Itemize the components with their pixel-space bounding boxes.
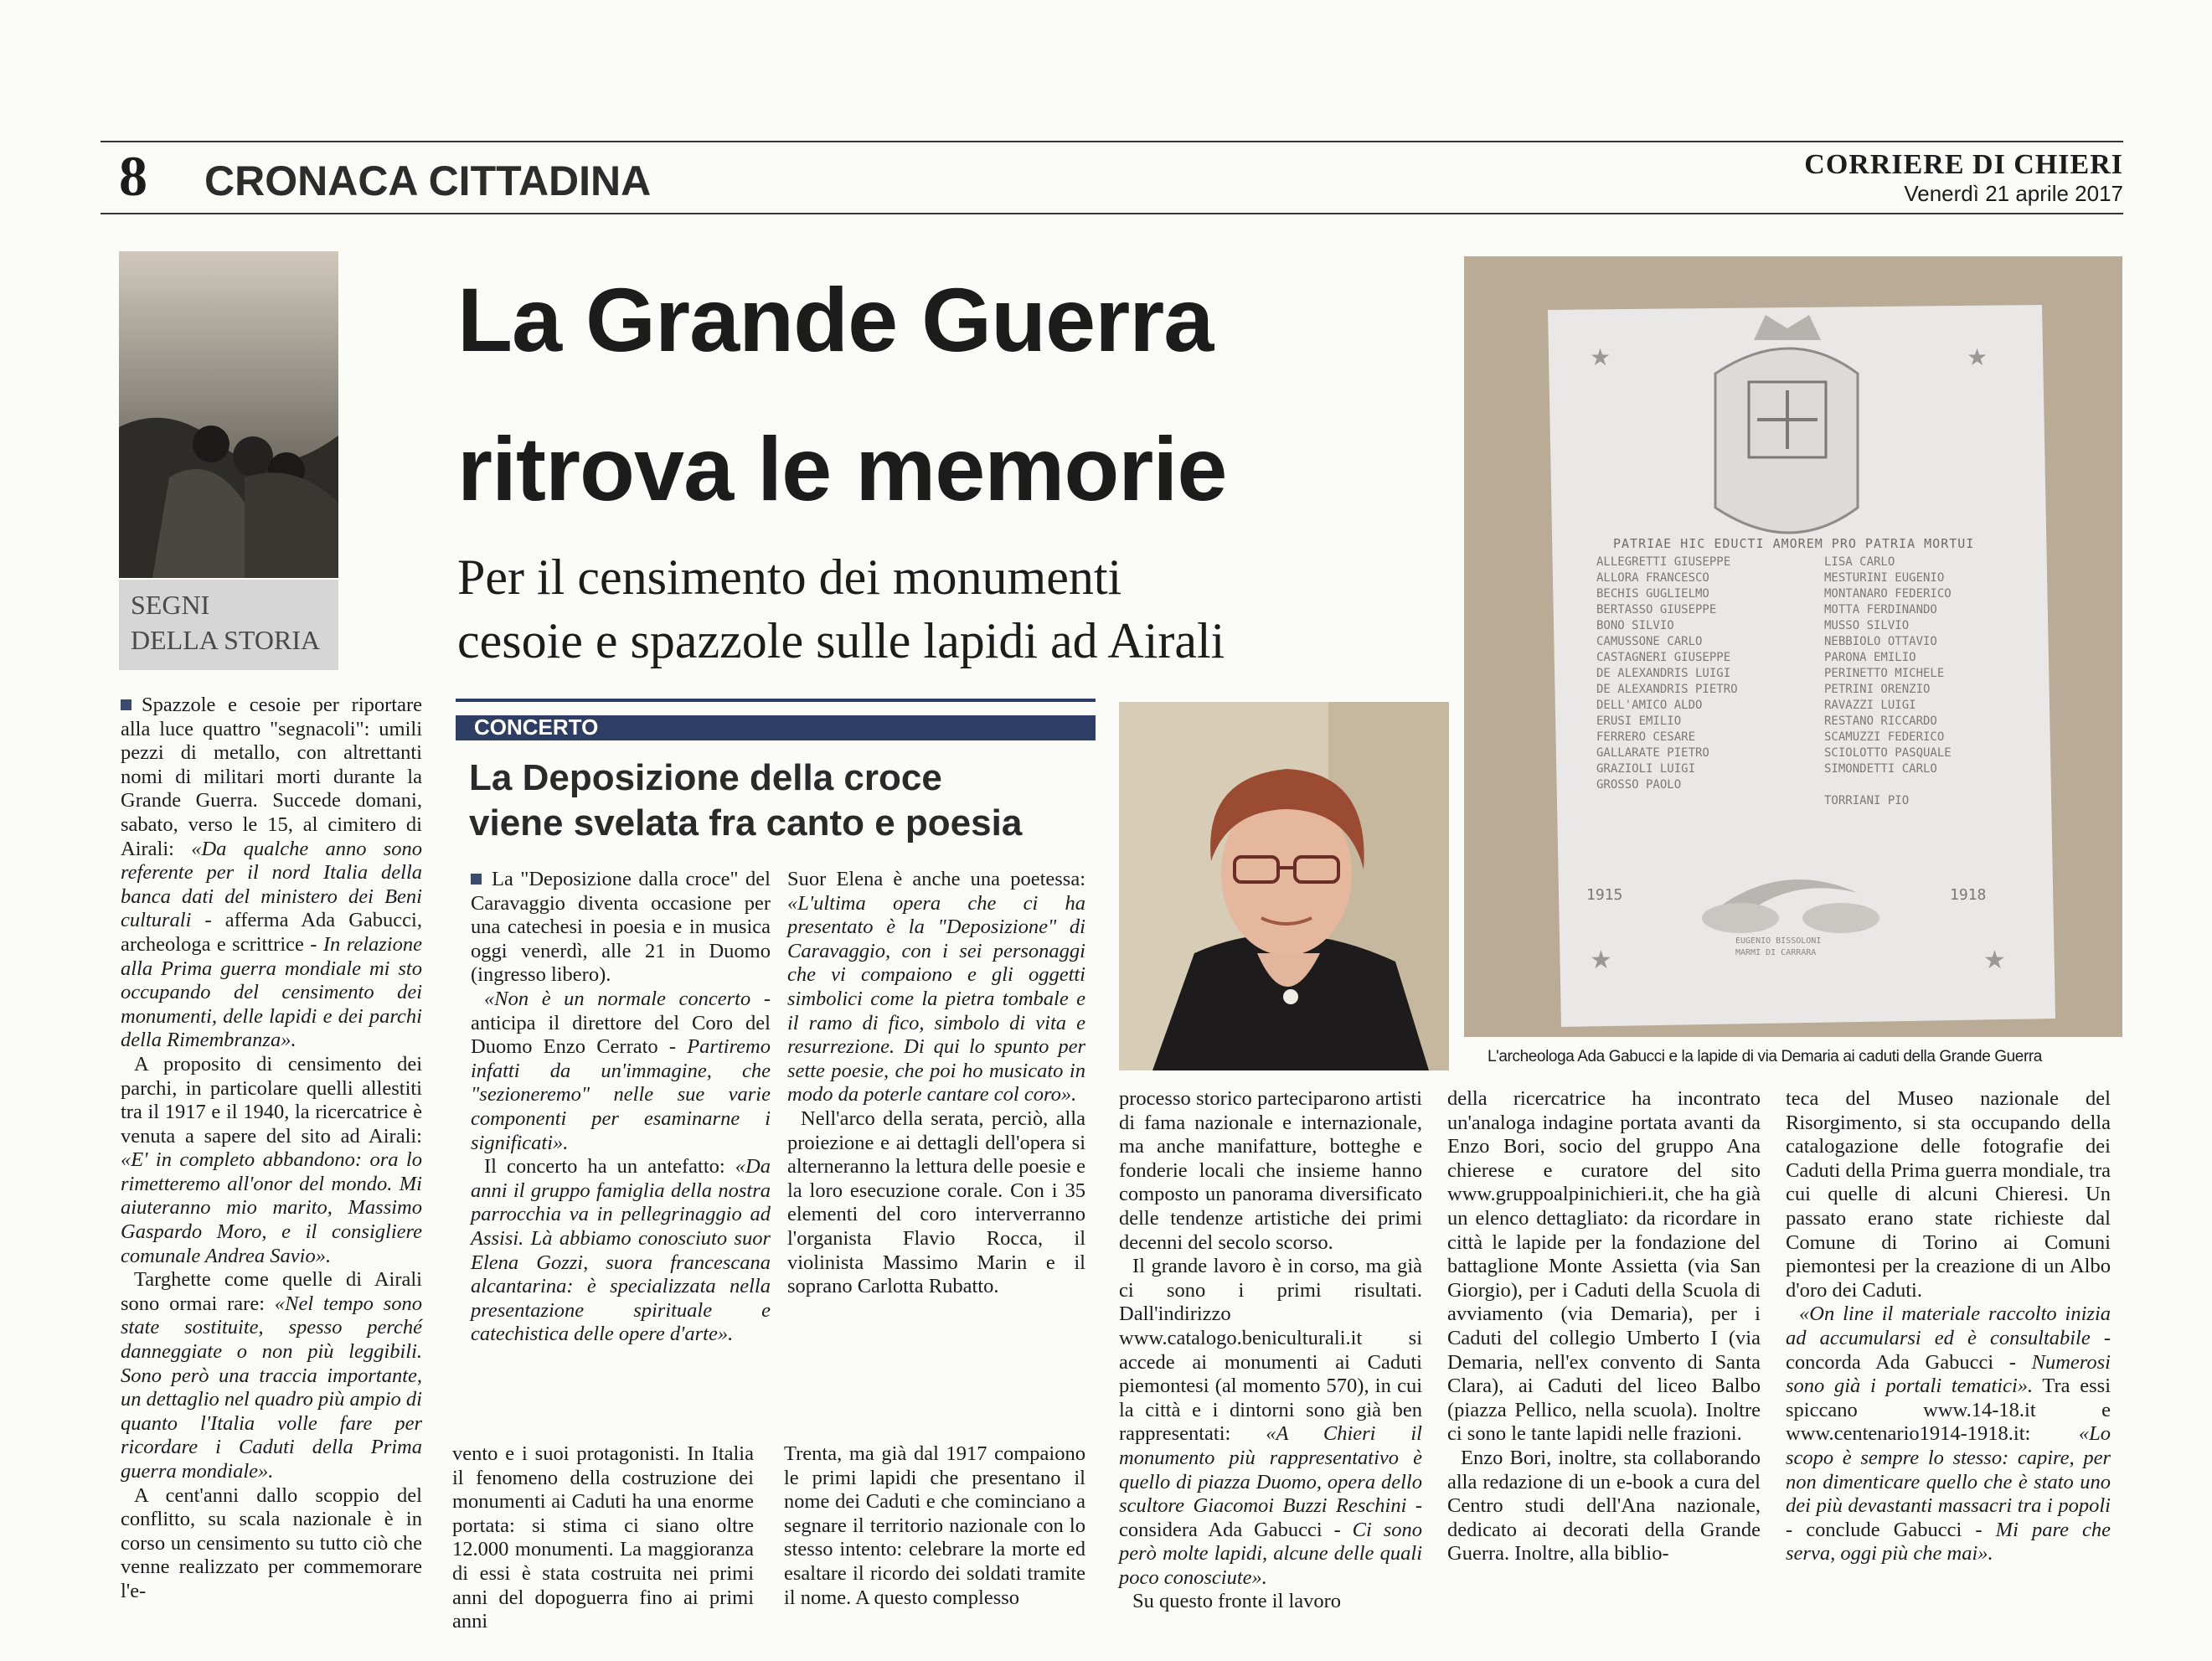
headline-line2: ritrova le memorie: [457, 418, 1227, 519]
plaque-name: RESTANO RICCARDO: [1824, 714, 1937, 728]
plaque-name: NEBBIOLO OTTAVIO: [1824, 635, 1937, 648]
plaque-name: RAVAZZI LUIGI: [1824, 699, 1916, 712]
newspaper-name: CORRIERE DI CHIERI: [1804, 149, 2123, 180]
concert-tag-label: CONCERTO: [474, 714, 599, 740]
plaque-name: PETRINI ORENZIO: [1824, 683, 1931, 696]
plaque-name: MUSSO SILVIO: [1824, 619, 1910, 632]
plaque-name: ALLORA FRANCESCO: [1596, 571, 1709, 585]
svg-text:★: ★: [1590, 343, 1611, 371]
plaque-sculptor-line2: MARMI DI CARRARA: [1735, 948, 1817, 957]
concert-tag: [456, 715, 1096, 740]
concert-marker-square: [471, 874, 482, 885]
header-top-rule: [101, 141, 2123, 142]
plaque-name: MESTURINI EUGENIO: [1824, 571, 1945, 585]
sidebar-label-line1: SEGNI: [131, 590, 210, 620]
headline-line1: La Grande Guerra: [457, 269, 1214, 370]
plaque-name: CAMUSSONE CARLO: [1596, 635, 1703, 648]
main-article-column-1: Spazzole e cesoie per riportare alla luce quattro "segnacoli": umili pezzi di metallo, con altrettanti nomi di militari morti durante la Grande Guerra. Succede domani, sabato, verso le 15, al cimitero di Airali: «Da qualche anno sono referente per il nord Italia della banca dati del ministero dei Beni culturali - afferma Ada Gabucci, archeologa e scrittrice - In relazione alla Prima guerra mondiale mi sto occupando del censimento dei monumenti, delle lapidi e dei parchi della Rimembranza». A proposito di censimento dei parchi, in particolare quelli allestiti tra il 1917 e il 1940, la ricercatrice è venuta a sapere del sito ad Airali: «E' in completo abbandono: ora lo rimetteremo all'onor del mondo. Mi aiuteranno mio marito, Massimo Gaspardo Moro, e il consigliere comunale Andrea Savio». Targhette come quelle di Airali sono ormai rare: «Nel tempo sono state sostituite, spesso perché danneggiate o non più leggibili. Sono però una traccia importante, un dettaglio nel quadro più ampio di quanto l'Italia volle fare per ricordare i Caduti della Prima guerra mondiale». A cent'anni dallo scoppio del conflitto, su scala nazionale è in corso un censimento su tutto ciò che venne realizzato per commemorare l'e-: [121, 694, 422, 1602]
plaque-motto: PATRIAE HIC EDUCTI AMOREM PRO PATRIA MORTUI: [1613, 536, 1975, 551]
plaque-name: ALLEGRETTI GIUSEPPE: [1596, 555, 1731, 569]
plaque-name: PERINETTO MICHELE: [1824, 667, 1945, 680]
page-number: 8: [119, 144, 147, 208]
subtitle-line1: Per il censimento dei monumenti: [457, 549, 1122, 605]
portrait-photo: [1119, 702, 1449, 1070]
plaque-name: MOTTA FERDINANDO: [1824, 603, 1937, 616]
plaque-name: ERUSI EMILIO: [1596, 714, 1682, 728]
concert-top-rule: [456, 699, 1096, 702]
plaque-name: SCIOLOTTO PASQUALE: [1824, 746, 1952, 760]
plaque-name: BONO SILVIO: [1596, 619, 1674, 632]
sidebar-label-line2: DELLA STORIA: [131, 625, 321, 655]
plaque-name: BERTASSO GIUSEPPE: [1596, 603, 1717, 616]
header-bottom-rule: [101, 213, 2123, 214]
plaque-name: [1824, 777, 1952, 793]
article-marker-square: [121, 699, 131, 710]
plaque-year-left: 1915: [1586, 886, 1623, 904]
soldiers-in-trench-image: [119, 251, 338, 578]
concert-column-2: Suor Elena è anche una poetessa: «L'ultima opera che ci ha presentato è la "Deposizione" di Caravaggio, con i sei personaggi che vi compaiono e gli oggetti simbolici come la pietra tombale e il ramo di fico, simbolo di vita e resurrezione. Di qui lo spunto per sette poesie, che poi ho musicato in modo da poterle cantare col coro». Nell'arco della serata, perciò, alla proiezione e ai dettagli dell'opera si alterneranno la lettura delle poesie e la loro esecuzione corale. Con i 35 elementi del coro interverranno l'organista Flavio Rocca, il violinista Massimo Marin e il soprano Carlotta Rubatto.: [787, 868, 1085, 1298]
plaque-photo: [1464, 256, 2122, 1037]
woman-portrait-image: [1119, 702, 1449, 1070]
war-photo: [119, 251, 338, 578]
main-article-column-4: processo storico parteciparono artisti di fama nazionale e internazionale, ma anche manifatture, botteghe e fonderie locali che insieme hanno composto un panorama diversificato delle tendenze artistiche dei primi decenni del secolo scorso. Il grande lavoro è in corso, ma già ci sono i primi risultati. Dall'indirizzo www.catalogo.beniculturali.it si accede ai monumenti ai Caduti piemontesi (al momento 570), in cui la città e i dintorni sono già ben rappresentati: «A Chieri il monumento più rappresentativo è quello di piazza Duomo, opera dello scultore Giacomoi Buzzi Reschini - considera Ada Gabucci - Ci sono però molte lapidi, alcune delle quali poco conosciute». Su questo fronte il lavoro: [1119, 1087, 1422, 1613]
plaque-names-right: [1824, 555, 1952, 809]
plaque-name: MONTANARO FEDERICO: [1824, 587, 1952, 601]
concert-title-line2: viene svelata fra canto e poesia: [469, 802, 1023, 843]
plaque-sculptor-line1: EUGENIO BISSOLONI: [1735, 936, 1822, 946]
plaque-name: CASTAGNERI GIUSEPPE: [1596, 651, 1731, 664]
plaque-name: DE ALEXANDRIS LUIGI: [1596, 667, 1731, 680]
plaque-name: BECHIS GUGLIELMO: [1596, 587, 1709, 601]
section-title: CRONACA CITTADINA: [204, 157, 652, 204]
sidebar-label: [119, 580, 338, 670]
main-article-column-3: Trenta, ma già dal 1917 compaiono le primi lapidi che presentano il nome dei Caduti e che cominciano a segnare il territorio nazionale con lo stesso intento: celebrare la morte ed esaltare il ricordo dei soldati tramite il nome. A questo complesso: [784, 1442, 1085, 1609]
plaque-name: PARONA EMILIO: [1824, 651, 1916, 664]
issue-date: Venerdì 21 aprile 2017: [1904, 181, 2123, 206]
main-article-column-2: vento e i suoi protagonisti. In Italia il fenomeno della costruzione dei monumenti ai Caduti ha una enorme portata: si stima ci siano oltre 12.000 monumenti. La maggioranza di essi è stata costruita nei primi anni del dopoguerra fino ai primi anni: [452, 1442, 754, 1633]
concert-title-line1: La Deposizione della croce: [469, 757, 942, 798]
plaque-name: FERRERO CESARE: [1596, 730, 1696, 744]
main-article-column-5: della ricercatrice ha incontrato un'analoga indagine portata avanti da Enzo Bori, socio del gruppo Ana chierese e curatore del sito www.gruppoalpinichieri.it, che ha già un elenco dettagliato: da ricordare in città le lapide per la fondazione del battaglione Monte Assietta (via San Giorgio), per i Caduti della Scuola di avviamento (via Demaria), per i Caduti del collegio Umberto I (via Demaria, nell'ex convento di Santa Clara), ai Caduti del liceo Balbo (piazza Pellico, nella scuola). Inoltre ci sono le tante lapidi nelle frazioni. Enzo Bori, inoltre, sta collaborando alla redazione di un e-book a cura del Centro studi dell'Ana nazionale, dedicato ai decorati della Grande Guerra. Inoltre, alla biblio-: [1447, 1087, 1761, 1566]
subtitle-line2: cesoie e spazzole sulle lapidi ad Airali: [457, 613, 1225, 668]
plaque-name: GROSSO PAOLO: [1596, 778, 1682, 792]
plaque-name: LISA CARLO: [1824, 555, 1895, 569]
concert-column-1: La "Deposizione dalla croce" del Caravaggio diventa occasione per una catechesi in poesia e in musica oggi venerdì, alle 21 in Duomo (ingresso libero). «Non è un normale concerto - anticipa il direttore del Coro del Duomo Enzo Cerrato - Partiremo infatti da un'immagine, che "sezioneremo" nelle sue varie componenti per esaminarne i significati». Il concerto ha un antefatto: «Da anni il gruppo famiglia della nostra parrocchia va in pellegrinaggio ad Assisi. Là abbiamo conosciuto suor Elena Gozzi, suora francescana alcantarina: è specializzata nella presentazione spirituale e catechistica delle opere d'arte».: [471, 868, 771, 1346]
plaque-name: SCAMUZZI FEDERICO: [1824, 730, 1945, 744]
photo-caption: L'archeologa Ada Gabucci e la lapide di via Demaria ai caduti della Grande Guerra: [1488, 1048, 2042, 1065]
plaque-year-right: 1918: [1950, 886, 1987, 904]
svg-text:★: ★: [1590, 946, 1612, 975]
memorial-plaque-image: [1464, 256, 2122, 1037]
plaque-name: GRAZIOLI LUIGI: [1596, 762, 1696, 776]
plaque-name: DE ALEXANDRIS PIETRO: [1596, 683, 1738, 696]
svg-text:★: ★: [1983, 946, 2006, 975]
plaque-name: TORRIANI PIO: [1824, 794, 1910, 807]
plaque-name: DELL'AMICO ALDO: [1596, 699, 1703, 712]
plaque-names-left: [1596, 555, 1738, 793]
plaque-name: GALLARATE PIETRO: [1596, 746, 1709, 760]
main-article-column-6: teca del Museo nazionale del Risorgimento, si sta occupando della catalogazione delle fotografie dei Caduti della Prima guerra mondiale, tra cui quelle di alcuni Chieresi. Un passato erano state richieste dal Comune di Torino ai Comuni piemontesi per la creazione di un Albo d'oro dei Caduti. «On line il materiale raccolto inizia ad accumularsi ed è consultabile - concorda Ada Gabucci - Numerosi sono già i portali tematici». Tra essi spiccano www.14-18.it e www.centenario1914-1918.it: «Lo scopo è sempre lo stesso: capire, per non dimenticare quello che è stato uno dei più devastanti massacri tra i popoli - conclude Gabucci - Mi pare che serva, oggi più che mai».: [1786, 1087, 2111, 1566]
plaque-name: SIMONDETTI CARLO: [1824, 762, 1937, 776]
svg-text:★: ★: [1967, 343, 1988, 371]
